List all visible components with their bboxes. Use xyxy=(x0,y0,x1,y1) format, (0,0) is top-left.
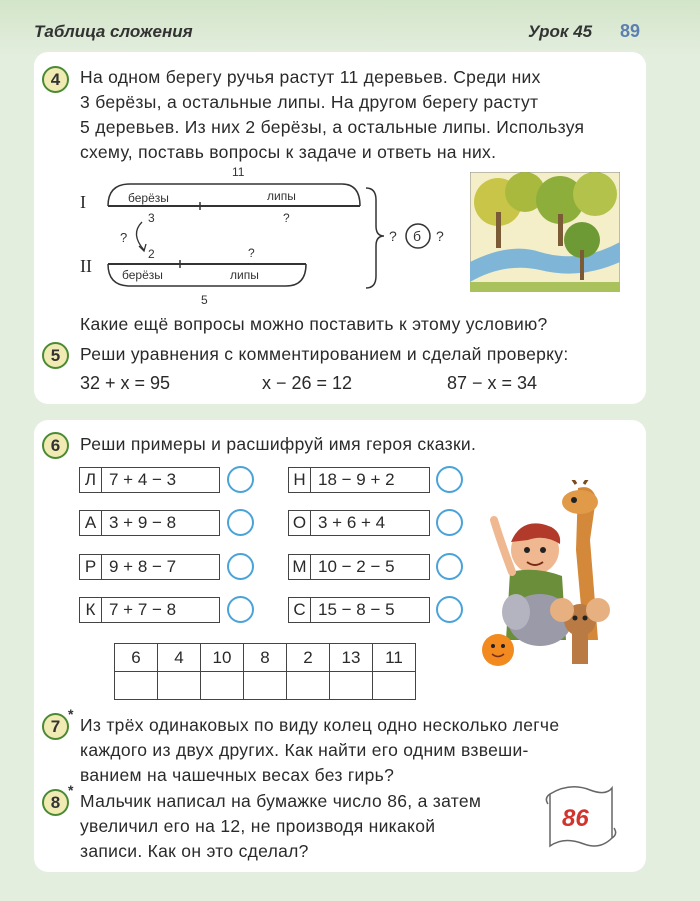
row-label-2: II xyxy=(80,256,92,276)
right-bracket xyxy=(366,188,384,288)
bottom-linden: липы xyxy=(230,268,259,282)
task-4-line: схему, поставь вопросы к задаче и ответь на них. xyxy=(80,142,497,162)
answer-circle[interactable] xyxy=(436,596,463,623)
example-expression: 10 − 2 − 5 xyxy=(318,557,395,576)
equation: 87 − x = 34 xyxy=(447,373,538,393)
answer-circle[interactable] xyxy=(436,509,463,536)
answer-circle[interactable] xyxy=(436,553,463,580)
b-label: б xyxy=(413,228,422,244)
task-6-text: Реши примеры и расшифруй имя героя сказки. xyxy=(80,434,477,454)
paper-86-illustration xyxy=(540,780,620,860)
example-letter: А xyxy=(80,511,102,535)
top-three: 3 xyxy=(148,211,155,225)
example-box xyxy=(79,554,220,580)
answer-circle[interactable] xyxy=(227,553,254,580)
cipher-number: 11 xyxy=(373,644,416,672)
bracket-question-left: ? xyxy=(389,228,397,244)
answer-circle[interactable] xyxy=(227,596,254,623)
task-4-line: На одном берегу ручья растут 11 деревьев. Среди них xyxy=(80,67,541,87)
task-7-number: 7 xyxy=(42,713,69,740)
example-letter: С xyxy=(289,598,311,622)
task-5-text: Реши уравнения с комментированием и сделай проверку: xyxy=(80,344,569,364)
example-expression: 9 + 8 − 7 xyxy=(109,557,177,576)
example-letter: М xyxy=(289,555,311,579)
compare-arrow xyxy=(136,222,144,250)
task-8-number: 8 xyxy=(42,789,69,816)
example-box xyxy=(288,510,430,536)
cipher-answer-cell[interactable] xyxy=(330,672,373,700)
page-number: 89 xyxy=(620,21,641,41)
task-7-line: каждого из двух других. Как найти его одним взвеши- xyxy=(80,740,529,760)
example-letter: К xyxy=(80,598,102,622)
example-expression: 3 + 6 + 4 xyxy=(318,513,386,532)
example-letter: Р xyxy=(80,555,102,579)
top-question: ? xyxy=(283,211,290,225)
example-expression: 7 + 4 − 3 xyxy=(109,470,177,489)
task-4-line: 5 деревьев. Из них 2 берёзы, а остальные липы. Используя xyxy=(80,117,585,137)
equation: x − 26 = 12 xyxy=(262,373,353,393)
top-total: 11 xyxy=(232,165,245,179)
answer-circle[interactable] xyxy=(227,509,254,536)
example-letter: Л xyxy=(80,468,102,492)
cipher-number: 10 xyxy=(201,644,244,672)
bottom-total: 5 xyxy=(201,293,208,307)
cipher-number: 4 xyxy=(158,644,201,672)
top-birch: берёзы xyxy=(128,191,169,205)
task-7-line: ванием на чашечных весах без гирь? xyxy=(80,765,395,785)
cipher-answer-cell[interactable] xyxy=(287,672,330,700)
task-8-star: * xyxy=(68,782,74,798)
task-4-number: 4 xyxy=(42,66,69,93)
cipher-answer-cell[interactable] xyxy=(158,672,201,700)
page-header xyxy=(0,0,700,58)
cipher-number: 6 xyxy=(115,644,158,672)
cipher-answer-row xyxy=(115,672,416,700)
task-7-line: Из трёх одинаковых по виду колец одно несколько легче xyxy=(80,715,560,735)
task-4-extra-question: Какие ещё вопросы можно поставить к этому условию? xyxy=(80,314,548,334)
answer-circle[interactable] xyxy=(436,466,463,493)
task-4-line: 3 берёзы, а остальные липы. На другом берегу растут xyxy=(80,92,539,112)
section-title: Таблица сложения xyxy=(34,22,193,41)
task-8-line: увеличил его на 12, не производя никакой xyxy=(80,816,436,836)
paper-number: 86 xyxy=(562,805,589,832)
example-box xyxy=(288,597,430,623)
answer-circle[interactable] xyxy=(227,466,254,493)
task-5-number: 5 xyxy=(42,342,69,369)
task-8-line: Мальчик написал на бумажке число 86, а затем xyxy=(80,791,482,811)
equation: 32 + x = 95 xyxy=(80,373,171,393)
cipher-answer-cell[interactable] xyxy=(373,672,416,700)
example-expression: 18 − 9 + 2 xyxy=(318,470,395,489)
cipher-answer-cell[interactable] xyxy=(201,672,244,700)
forest-stream-illustration xyxy=(470,172,620,292)
example-expression: 3 + 9 − 8 xyxy=(109,513,177,532)
example-box xyxy=(288,467,430,493)
cipher-answer-cell[interactable] xyxy=(115,672,158,700)
task-8-line: записи. Как он это сделал? xyxy=(80,841,309,861)
example-letter: О xyxy=(289,511,311,535)
example-expression: 15 − 8 − 5 xyxy=(318,600,395,619)
cipher-number: 2 xyxy=(287,644,330,672)
bottom-two: 2 xyxy=(148,247,155,261)
cipher-number: 8 xyxy=(244,644,287,672)
task-7-star: * xyxy=(68,706,74,722)
top-linden: липы xyxy=(267,189,296,203)
cipher-answer-cell[interactable] xyxy=(244,672,287,700)
example-box xyxy=(79,467,220,493)
lesson-label: Урок 45 xyxy=(528,22,593,41)
task-4-scheme xyxy=(60,160,460,310)
example-box xyxy=(79,597,220,623)
arrow-question: ? xyxy=(120,230,128,245)
cipher-table xyxy=(114,643,416,700)
bracket-question-right: ? xyxy=(436,228,444,244)
bottom-birch: берёзы xyxy=(122,268,163,282)
example-box xyxy=(79,510,220,536)
example-letter: Н xyxy=(289,468,311,492)
cipher-number: 13 xyxy=(330,644,373,672)
row-label-1: I xyxy=(80,192,86,212)
example-expression: 7 + 7 − 8 xyxy=(109,600,177,619)
example-box xyxy=(288,554,430,580)
task-6-number: 6 xyxy=(42,432,69,459)
fairy-tale-characters-illustration xyxy=(480,480,630,675)
cipher-numbers-row xyxy=(115,644,416,672)
bottom-question: ? xyxy=(248,246,255,260)
